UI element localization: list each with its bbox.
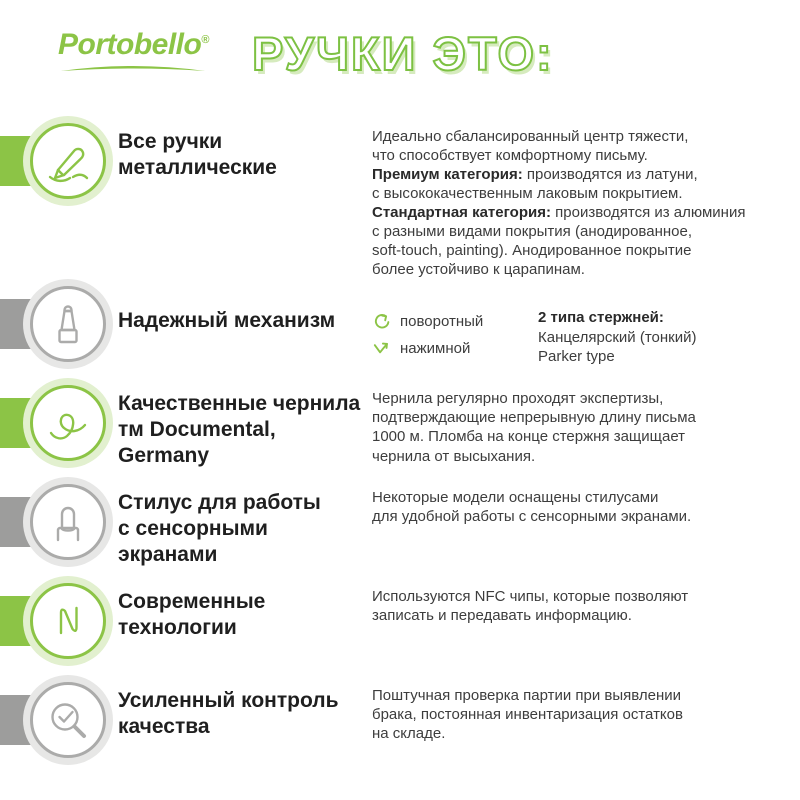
feature-row-mechanism — [0, 282, 800, 378]
feature-description — [372, 579, 800, 625]
magnifier-check-icon — [44, 696, 92, 744]
ink-squiggle-icon — [44, 399, 92, 447]
feature-row-ink — [0, 381, 800, 477]
feature-heading: Стилус для работы с сенсорными экранами — [118, 491, 321, 566]
feature-description — [372, 678, 800, 743]
paragraph: Используются NFC чипы, которые позволяют записать и передавать информацию. — [372, 588, 689, 625]
row-icon-circle — [30, 385, 106, 461]
registered-mark-icon: ® — [201, 34, 209, 46]
feature-row-technology — [0, 579, 800, 675]
row-icon-circle — [30, 583, 106, 659]
header — [0, 0, 800, 80]
paragraph: Поштучная проверка партии при выявлении брака, постоянная инвентаризация остатков на складе. — [372, 687, 683, 743]
feature-heading: Все ручки металлические — [118, 130, 277, 179]
refill-types: 2 типа стержней: Канцелярский (тонкий) Parker type — [538, 309, 697, 366]
paragraph: Стандартная категория: производятся из алюминия с разными видами покрытия (анодированное, soft-touch, painting). Анодированное покрытие более устойчиво к царапинам. — [372, 204, 746, 279]
paragraph: Премиум категория: производятся из латуни, с высококачественным лаковым покрытием. — [372, 166, 698, 203]
row-icon-circle — [30, 286, 106, 362]
logo-swoosh-icon — [58, 62, 208, 74]
mechanism-options — [372, 308, 518, 367]
feature-heading: Усиленный контроль качества — [118, 689, 339, 738]
portobello-logo — [58, 30, 216, 74]
feature-heading: Качественные чернила тм Documental, Germany — [118, 392, 361, 467]
paragraph: Некоторые модели оснащены стилусами для удобной работы с сенсорными экранами. — [372, 489, 692, 526]
pen-writing-icon — [44, 137, 92, 185]
mechanism-details — [372, 290, 786, 367]
logo-text: Portobello — [58, 28, 202, 61]
pen-tip-icon — [44, 300, 92, 348]
row-icon-circle — [30, 123, 106, 199]
page-title: РУЧКИ ЭТО: — [252, 27, 554, 80]
nfc-icon — [44, 597, 92, 645]
feature-row-quality — [0, 678, 800, 774]
feature-description — [372, 119, 800, 279]
feature-list — [0, 119, 800, 774]
feature-description — [372, 381, 800, 465]
row-icon-circle — [30, 484, 106, 560]
mechanism-option: нажимной — [372, 335, 518, 362]
feature-heading: Современные технологии — [118, 590, 266, 639]
paragraph: Чернила регулярно проходят экспертизы, подтверждающие непрерывную длину письма 1000 м. Пломба на конце стержня защищает чернила от высыхания. — [372, 390, 696, 465]
feature-row-stylus — [0, 480, 800, 576]
feature-row-metal-pens — [0, 119, 800, 279]
feature-heading: Надежный механизм — [118, 309, 336, 333]
mechanism-option: поворотный — [372, 308, 518, 335]
feature-description — [372, 480, 800, 526]
paragraph: Идеально сбалансированный центр тяжести, что способствует комфортному письму. — [372, 128, 689, 165]
feature-description — [372, 282, 800, 367]
press-icon — [372, 339, 391, 358]
stylus-icon — [44, 498, 92, 546]
rotate-icon — [372, 312, 391, 331]
row-icon-circle — [30, 682, 106, 758]
